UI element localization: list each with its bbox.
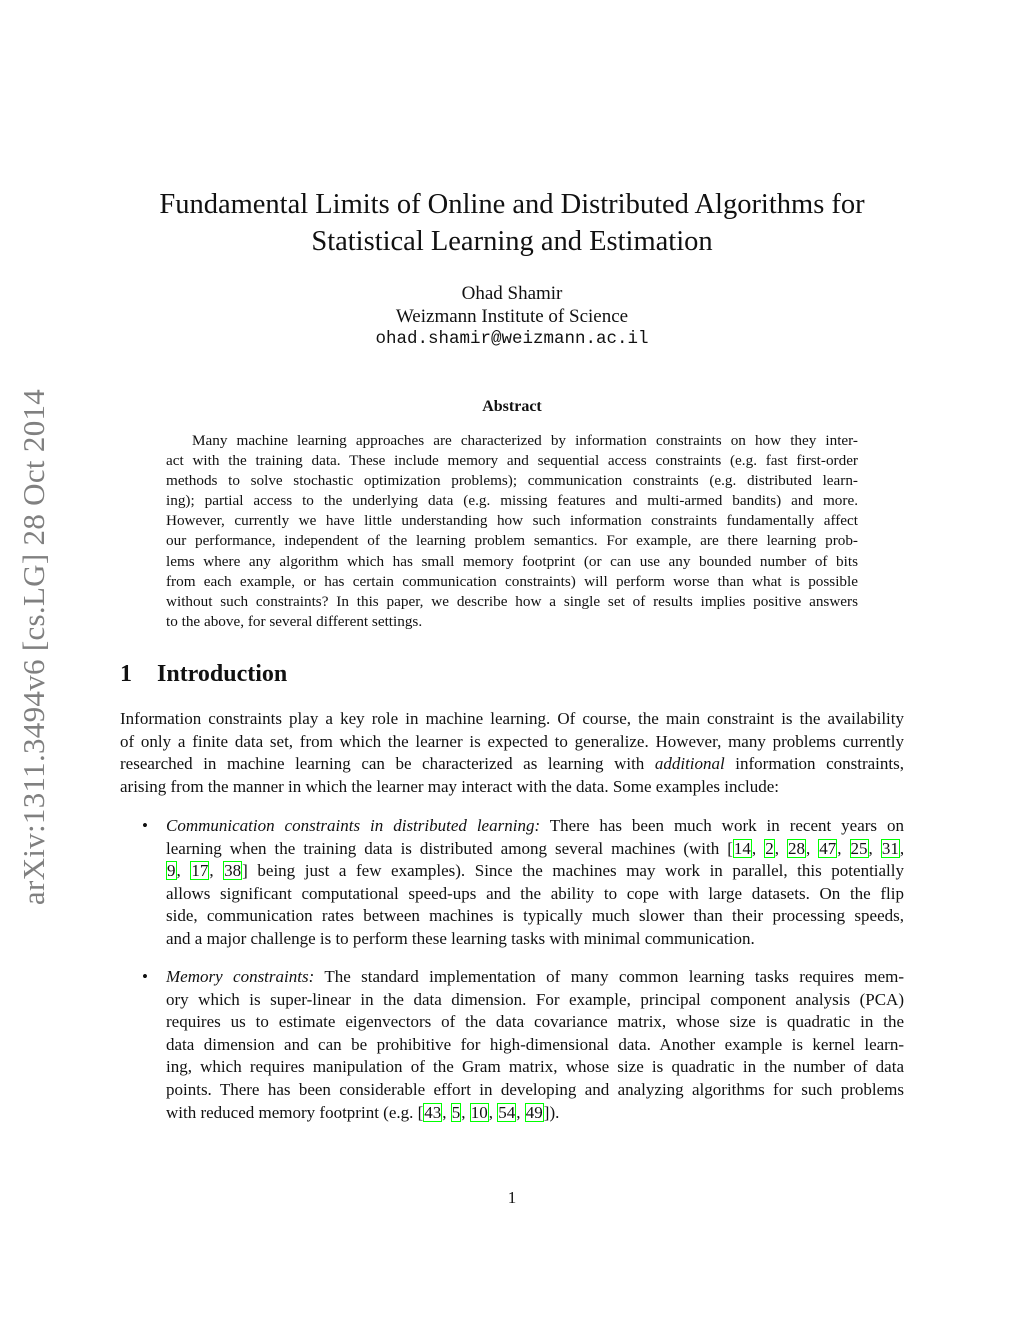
bullet-text: ] being just a few examples). Since the machines may work in parallel, this potentially: [242, 861, 905, 881]
author-block: [120, 282, 904, 351]
citation-link[interactable]: 54: [498, 1102, 516, 1122]
abstract-line: Many machine learning approaches are characterized by information constraints on how they inter-: [192, 432, 858, 449]
section-number: 1: [120, 661, 132, 687]
abstract-line: ing); partial access to the underlying data (e.g. missing features and multi-armed bandits) and more.: [166, 492, 858, 510]
bullet-label: Memory constraints:: [166, 967, 315, 986]
bullet-memory: [120, 966, 904, 1124]
emphasis-additional: additional: [654, 754, 725, 774]
bullet-text: The standard implementation of many common learning tasks requires mem-: [314, 967, 904, 986]
title-line-2: Statistical Learning and Estimation: [311, 226, 713, 257]
intro-line: arising from the manner in which the learner may interact with the data. Some examples include:: [120, 776, 779, 796]
intro-paragraph: [120, 708, 904, 798]
bullet-line: learning when the training data is distributed among several machines (with [14, 2, 28, 47, 25, 31,: [166, 838, 905, 858]
page-number: 1: [507, 1188, 517, 1207]
bullet-line: requires us to estimate eigenvectors of the data covariance matrix, whose size is quadratic in the: [166, 1012, 904, 1032]
intro-line: Information constraints play a key role in machine learning. Of course, the main constraint is the availability: [120, 709, 904, 728]
abstract-line: without such constraints? In this paper, we describe how a single set of results implies positive answers: [166, 592, 858, 610]
abstract-heading: Abstract: [482, 398, 542, 415]
bullet-line: points. There has been considerable effort in developing and analyzing algorithms for such problems: [166, 1079, 904, 1099]
author-email[interactable]: ohad.shamir@weizmann.ac.il: [375, 329, 649, 349]
bullet-line: side, communication rates between machines is typically much slower than their processing speeds,: [166, 906, 904, 926]
intro-line: of only a finite data set, from which the learner is expected to generalize. However, many problems currently: [120, 731, 904, 751]
paper-title: [120, 186, 904, 260]
citation-link[interactable]: 25: [850, 838, 868, 858]
abstract-line: our performance, independent of the learning problem semantics. For example, are there learning prob-: [166, 532, 858, 550]
bullet-line: [166, 815, 904, 838]
bullet-line: [166, 966, 904, 989]
title-line-1: Fundamental Limits of Online and Distributed Algorithms for: [159, 189, 865, 220]
abstract-line: However, currently we have little understanding how such information constraints fundamentally affect: [166, 512, 858, 530]
abstract-line: lems where any algorithm which has small memory footprint (or can use any bounded number of bits: [166, 552, 858, 570]
section-heading: [120, 661, 287, 688]
abstract-line: to the above, for several different settings.: [166, 612, 423, 630]
arxiv-side-stamp: [10, 362, 58, 932]
citation-link[interactable]: 5: [451, 1102, 461, 1122]
bullet-text: ]).: [543, 1102, 560, 1122]
intro-text: researched in machine learning can be characterized as learning with: [120, 754, 655, 774]
author-affiliation: Weizmann Institute of Science: [395, 306, 629, 327]
citation-link[interactable]: 17: [191, 861, 209, 881]
citation-link[interactable]: 10: [470, 1102, 488, 1122]
bullet-line: with reduced memory footprint (e.g. [43, 5, 10, 54, 49]).: [166, 1102, 560, 1122]
citation-link[interactable]: 2: [765, 838, 774, 858]
abstract-line: methods to solve stochastic optimization problems); communication constraints (e.g. distributed learn-: [166, 472, 858, 490]
bullet-line: ing, which requires manipulation of the Gram matrix, whose size is quadratic in the number of data: [166, 1057, 904, 1077]
citation-link[interactable]: 31: [881, 838, 899, 858]
intro-text: information constraints,: [724, 754, 904, 774]
bullet-text: with reduced memory footprint (e.g. [: [166, 1102, 424, 1122]
bullet-communication: [120, 815, 904, 951]
intro-line: [120, 753, 904, 776]
bullet-text: learning when the training data is distributed among several machines (with [: [166, 838, 733, 858]
bullet-line: ory which is super-linear in the data dimension. For example, principal component analysis (PCA): [166, 989, 904, 1009]
bullet-dot: •: [142, 816, 148, 835]
section-title: Introduction: [157, 661, 288, 687]
citation-link[interactable]: 43: [424, 1102, 442, 1122]
citation-link[interactable]: 14: [733, 838, 751, 858]
citation-link[interactable]: 9: [167, 861, 176, 881]
bullet-line: and a major challenge is to perform these learning tasks with minimal communication.: [166, 928, 755, 948]
bullet-text: There has been much work in recent years on: [540, 816, 904, 835]
bullet-label: Communication constraints in distributed learning:: [166, 816, 541, 835]
bullet-dot: •: [142, 967, 148, 986]
abstract-line: act with the training data. These include memory and sequential access constraints (e.g. fast first-order: [166, 452, 858, 470]
citation-link[interactable]: 49: [525, 1102, 543, 1122]
citation-link[interactable]: 47: [819, 838, 837, 858]
author-name: Ohad Shamir: [461, 283, 563, 304]
abstract-line: from each example, or has certain communication constraints) will perform worse than what is possible: [166, 572, 858, 590]
bullet-line: allows significant computational speed-ups and the ability to cope with large datasets. On the flip: [166, 883, 904, 903]
citation-link[interactable]: 38: [224, 861, 242, 881]
bullet-line: 9, 17, 38] being just a few examples). Since the machines may work in parallel, this potentially: [167, 861, 905, 881]
citation-link[interactable]: 28: [787, 838, 805, 858]
abstract-text: [166, 431, 858, 632]
arxiv-identifier: arXiv:1311.3494v6 [cs.LG] 28 Oct 2014: [16, 388, 52, 906]
bullet-line: data dimension and can be prohibitive for high-dimensional data. Another example is kernel learn-: [166, 1034, 904, 1054]
